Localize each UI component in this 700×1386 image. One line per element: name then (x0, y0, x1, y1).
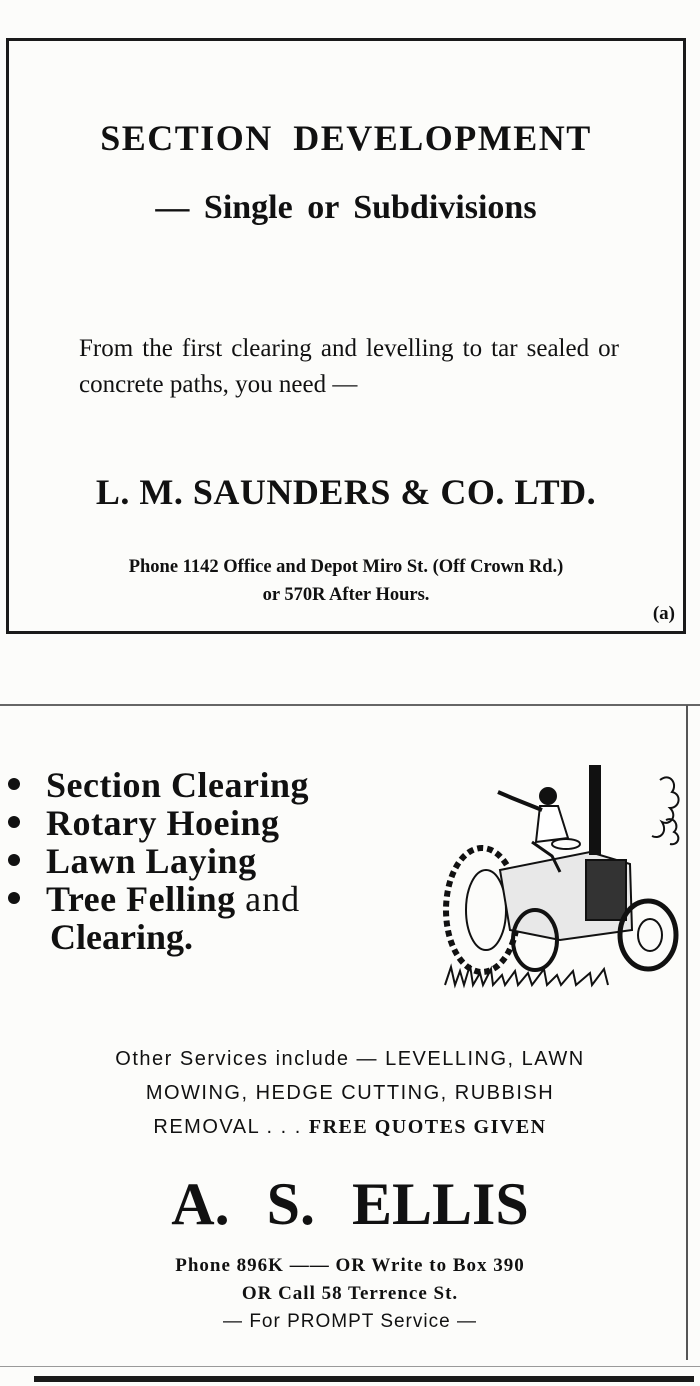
contact-line-3: — For PROMPT Service — (223, 1311, 477, 1332)
service-continuation: Clearing. (50, 917, 193, 957)
list-item (4, 766, 309, 804)
ad-subtitle: — Single or Subdivisions (155, 189, 537, 226)
bullet-icon (8, 778, 20, 790)
list-item (4, 880, 309, 918)
list-item (4, 804, 309, 842)
service-label: Lawn Laying (46, 841, 257, 881)
services-list (4, 766, 309, 956)
ad-code: (a) (652, 603, 675, 624)
free-quotes: FREE QUOTES GIVEN (308, 1116, 547, 1138)
ad-title: SECTION DEVELOPMENT (100, 118, 592, 158)
other-services-line-3 (0, 1110, 700, 1144)
bullet-icon (8, 892, 20, 904)
service-label: Rotary Hoeing (46, 803, 280, 843)
service-label: Tree Felling (46, 879, 236, 919)
service-label: Section Clearing (46, 765, 309, 805)
saunders-advertisement (6, 38, 686, 634)
heavy-rule (34, 1376, 694, 1382)
other-services-line-3a: REMOVAL . . . (153, 1116, 302, 1138)
bullet-icon (8, 854, 20, 866)
contact-line-1: Phone 896K —— OR Write to Box 390 (175, 1255, 525, 1276)
contact-details (0, 1252, 700, 1336)
other-services (0, 1042, 700, 1144)
business-name: A. S. ELLIS (171, 1171, 529, 1237)
contact-line-2: OR Call 58 Terrence St. (241, 1283, 459, 1304)
contact-details (13, 553, 679, 609)
service-and: and (245, 879, 301, 919)
ad-body-text: From the first clearing and levelling to tar sealed or concrete paths, you need — (79, 335, 619, 398)
tractor-icon (440, 760, 685, 990)
company-name: L. M. SAUNDERS & CO. LTD. (95, 472, 597, 512)
contact-line-2: or 570R After Hours. (262, 585, 430, 605)
list-item (4, 842, 309, 880)
divider (0, 704, 700, 706)
other-services-line-2: MOWING, HEDGE CUTTING, RUBBISH (145, 1082, 555, 1104)
bullet-icon (8, 816, 20, 828)
contact-line-1: Phone 1142 Office and Depot Miro St. (Off Crown Rd.) (128, 557, 564, 577)
divider (0, 1366, 700, 1367)
other-services-line-1: Other Services include — LEVELLING, LAWN (115, 1048, 585, 1070)
